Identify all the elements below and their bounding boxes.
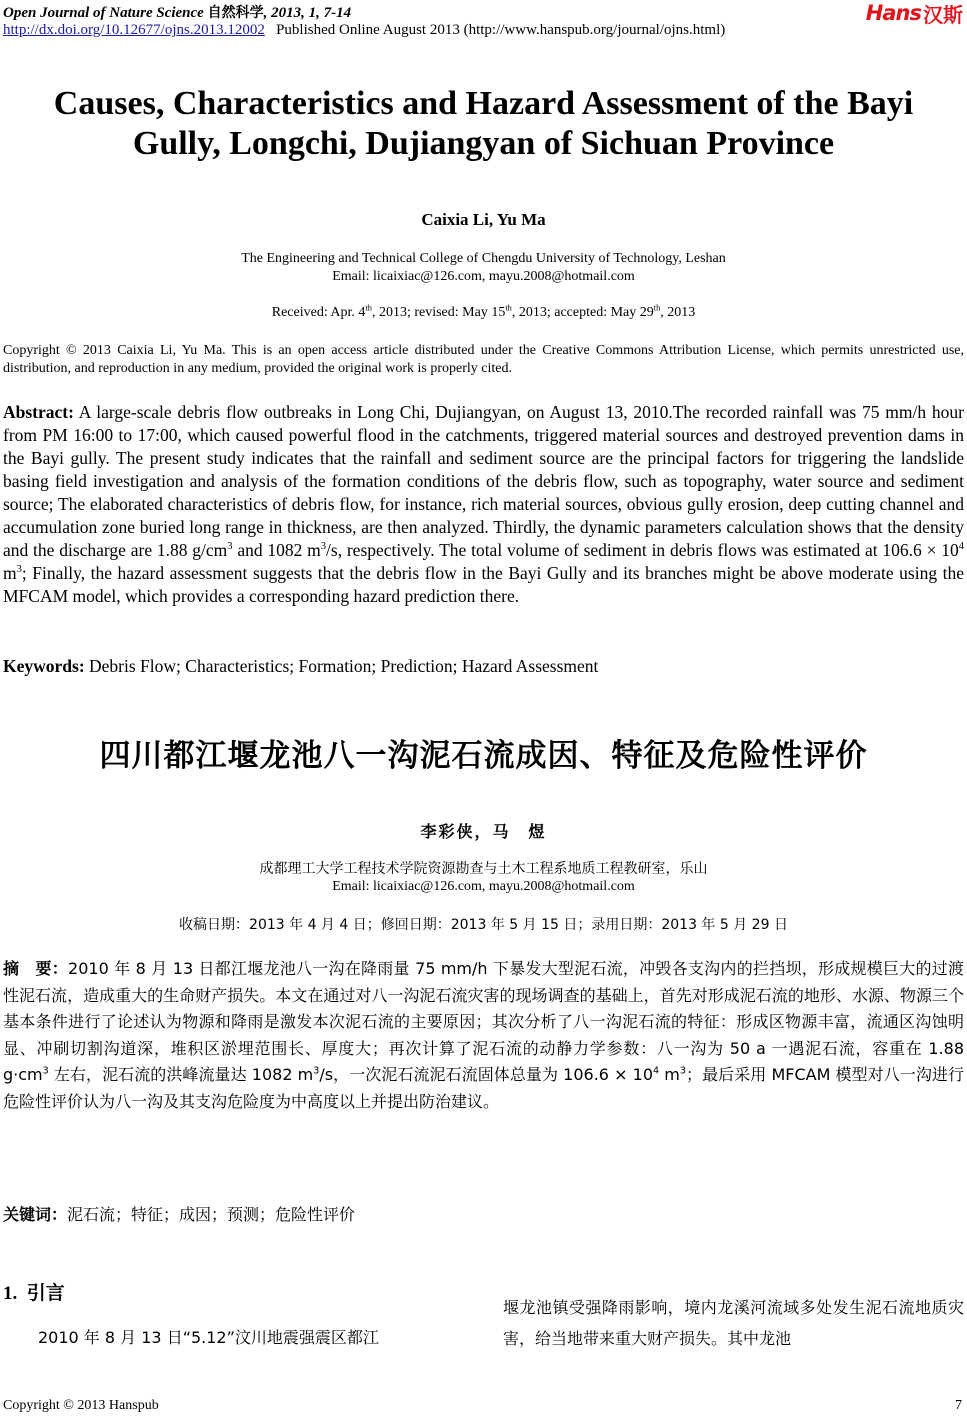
- received-dates-zh: 收稿日期：2013 年 4 月 4 日；修回日期：2013 年 5 月 15 日；录用日期：2013 年 5 月 29 日: [179, 917, 788, 933]
- paper-title-zh: 四川都江堰龙池八一沟泥石流成因、特征及危险性评价: [99, 738, 868, 774]
- received-dates-en: Received: Apr. 4th, 2013; revised: May 15th, 2013; accepted: May 29th, 2013: [271, 303, 696, 320]
- copyright-note: Copyright © 2013 Caixia Li, Yu Ma. This is an open access article distributed under the Creative Commons Attribution License, which permits unrestricted use, distribution, and reproduction in any medium, provided the original work is properly cited.: [3, 343, 964, 376]
- footer-copyright: Copyright © 2013 Hanspub: [3, 1398, 159, 1413]
- journal-title: [3, 2, 351, 22]
- abstract-zh-label: 摘 要：: [3, 959, 69, 978]
- title-en-line-2: Gully, Longchi, Dujiangyan of Sichuan Province: [132, 125, 835, 162]
- journal-name-zh: 自然科学: [207, 5, 264, 21]
- title-en-line-1: Causes, Characteristics and Hazard Assessment of the Bayi: [53, 85, 914, 122]
- authors-zh: 李彩侠，马 煜: [420, 822, 547, 841]
- header-doi-line: [3, 22, 725, 39]
- email-en: Email: licaixiac@126.com, mayu.2008@hotmail.com: [332, 269, 635, 284]
- keywords-en: Keywords: Debris Flow; Characteristics; Formation; Prediction; Hazard Assessment: [3, 656, 599, 676]
- hanspub-logo: [866, 1, 963, 25]
- keywords-zh: 关键词：泥石流；特征；成因；预测；危险性评价: [3, 1205, 356, 1224]
- abstract-en: Abstract: A large-scale debris flow outbreaks in Long Chi, Dujiangyan, on August 13, 2010.The recorded rainfall was 75 mm/h hour from PM 16:00 to 17:00, which caused powerful flood in the catchments, triggered material sources and destroyed prevention dams in the Bayi gully. The present study indicates that the rainfall and sediment source are the principal factors for triggering the landslide basing field investigation and analysis of the formation conditions of the debris flow, such as topography, water source and sediment source; The elaborated characteristics of debris flow, for instance, rich material sources, obvious gully erosion, deep cutting channel and accumulation zone buried long range in thickness, are then analyzed. Thirdly, the dynamic parameters calculation shows that the density and the discharge are 1.88 $g/cm^3$ and 1082 $m^3/s$, respectively. The total volume of sediment in debris flows was estimated at $106.6 \times 10^4$ $m^3$; Finally, the hazard assessment suggests that the debris flow in the Bayi Gully and its branches might be above moderate using the MFCAM model, which provides a corresponding hazard prediction there.: [3, 402, 964, 606]
- logo-hans-text: Hans: [865, 1, 921, 25]
- abstract-label: Abstract:: [3, 402, 74, 422]
- keywords-label: Keywords:: [3, 656, 85, 676]
- affiliation-en: The Engineering and Technical College of Chengdu University of Technology, Leshan: [241, 251, 726, 266]
- paper-title-en: [0, 84, 967, 164]
- intro-left-column: 2010 年 8 月 13 日“5.12”汶川地震强震区都江: [38, 1328, 379, 1347]
- journal-volume-info: , 2013, 1, 7-14: [263, 5, 352, 21]
- affiliation-zh: 成都理工大学工程技术学院资源勘查与土木工程系地质工程教研室，乐山: [259, 861, 708, 877]
- keywords-zh-label: 关键词：: [3, 1205, 68, 1224]
- abstract-zh: 摘 要：2010 年 8 月 13 日都江堰龙池八一沟在降雨量 75 mm/h 下暴发大型泥石流，冲毁各支沟内的拦挡坝，形成规模巨大的过渡性泥石流，造成重大的生命财产损失。本文在通过对八一沟泥石流灾害的现场调查的基础上，首先对形成泥石流的地形、水源、物源三个基本条件进行了论述认为物源和降雨是激发本次泥石流的主要原因；其次分析了八一沟泥石流的特征：形成区物源丰富，流通区沟蚀明显、冲刷切割沟道深，堆积区淤埋范围长、厚度大；再次计算了泥石流的动静力学参数：八一沟为 50 a 一遇泥石流，容重在 1.88 $g\cdot cm^3$ 左右，泥石流的洪峰流量达 1082 $m^3/s$，一次泥石流泥石流固体总量为 $106.6 \times 10^4$ $m^3$；最后采用 MFCAM 模型对八一沟进行危险性评价认为八一沟及其支沟危险度为中高度以上并提出防治建议。: [3, 959, 964, 1111]
- email-zh: Email: licaixiac@126.com, mayu.2008@hotmail.com: [332, 879, 635, 894]
- intro-right-column: 堰龙池镇受强降雨影响，境内龙溪河流域多处发生泥石流地质灾害，给当地带来重大财产损失。其中龙池: [503, 1298, 964, 1348]
- authors-en: Caixia Li, Yu Ma: [421, 210, 546, 229]
- logo-zh-text: 汉斯: [923, 2, 963, 27]
- published-info: Published Online August 2013 (http://www.hanspub.org/journal/ojns.html): [276, 22, 726, 38]
- journal-name-en: Open Journal of Nature Science: [3, 5, 204, 21]
- doi-link[interactable]: http://dx.doi.org/10.12677/ojns.2013.12002: [3, 22, 265, 38]
- section-heading-introduction: 1. 引言: [3, 1282, 65, 1304]
- page-number: 7: [955, 1398, 962, 1413]
